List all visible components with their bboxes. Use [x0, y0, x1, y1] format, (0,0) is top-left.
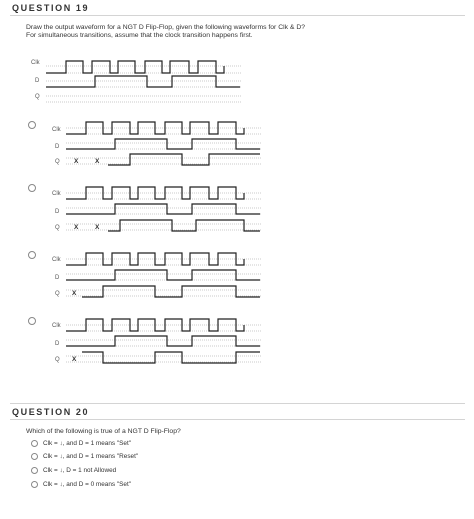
- option-b-q-label: Q: [55, 225, 60, 231]
- option-b-q-waveform: [66, 220, 262, 231]
- question-divider: [10, 403, 465, 404]
- option-a-d-waveform: [66, 139, 262, 149]
- question-20-header: QUESTION 20: [12, 407, 90, 417]
- question-20-text: Which of the following is true of a NGT D Flip-Flop?: [26, 428, 181, 435]
- q20-option-4-label: Clk = ↓, and D = 0 means "Set": [43, 481, 132, 488]
- main-d-waveform: [46, 76, 242, 87]
- option-d-q-waveform: [66, 352, 262, 363]
- option-a-d-label: D: [55, 144, 60, 150]
- option-d-clk-waveform: [66, 319, 262, 331]
- q20-option-3-radio[interactable]: [31, 467, 38, 474]
- option-c-clk-label: Clk: [52, 257, 61, 263]
- q20-option-3-label: Clk = ↓, D = 1 not Allowed: [43, 467, 117, 474]
- q20-option-2-label: Clk = ↓, and D = 1 means "Reset": [43, 453, 139, 460]
- option-c-x-mark: X: [72, 290, 77, 297]
- option-d-d-waveform: [66, 336, 262, 346]
- option-c-d-label: D: [55, 275, 60, 281]
- q20-option-1[interactable]: [31, 440, 131, 447]
- option-c-clk-waveform: [66, 253, 262, 265]
- q20-option-2[interactable]: [31, 453, 138, 460]
- main-clk-waveform: [46, 61, 242, 73]
- option-a-clk-waveform: [66, 122, 262, 134]
- question-19-text-line2: For simultaneous transitions, assume that the clock transition happens first.: [26, 32, 253, 39]
- option-d-q-label: Q: [55, 357, 60, 363]
- q20-option-2-radio[interactable]: [31, 453, 38, 460]
- main-q-waveform: [46, 96, 242, 102]
- option-a-q-waveform: [66, 154, 262, 165]
- clk-label: Clk: [31, 60, 40, 66]
- option-b-d-label: D: [55, 209, 60, 215]
- option-b-clk-waveform: [66, 187, 262, 199]
- option-b-d-waveform: [66, 204, 262, 214]
- q20-option-4[interactable]: [31, 481, 131, 488]
- question-19-text-line1: Draw the output waveform for a NGT D Flip-Flop, given the following waveforms for Clk & D?: [26, 24, 306, 31]
- option-a-clk-label: Clk: [52, 127, 61, 133]
- option-b-x-mark-1: X: [74, 224, 79, 231]
- option-d-x-mark: X: [72, 356, 77, 363]
- q-label: Q: [35, 94, 40, 100]
- option-d-d-label: D: [55, 341, 60, 347]
- option-b-clk-label: Clk: [52, 191, 61, 197]
- question-divider: [10, 419, 465, 420]
- q20-option-4-radio[interactable]: [31, 481, 38, 488]
- d-label: D: [35, 78, 40, 84]
- option-c-d-waveform: [66, 270, 262, 280]
- option-a-x-mark-2: X: [95, 158, 100, 165]
- option-c-q-label: Q: [55, 291, 60, 297]
- option-a-x-mark-1: X: [74, 158, 79, 165]
- q20-option-1-label: Clk = ↓, and D = 1 means "Set": [43, 440, 132, 447]
- option-c-q-waveform: [66, 286, 262, 297]
- option-d-clk-label: Clk: [52, 323, 61, 329]
- option-b-x-mark-2: X: [95, 224, 100, 231]
- q20-option-3[interactable]: [31, 467, 116, 474]
- question-19-header: QUESTION 19: [12, 3, 90, 13]
- q20-option-1-radio[interactable]: [31, 440, 38, 447]
- option-a-q-label: Q: [55, 159, 60, 165]
